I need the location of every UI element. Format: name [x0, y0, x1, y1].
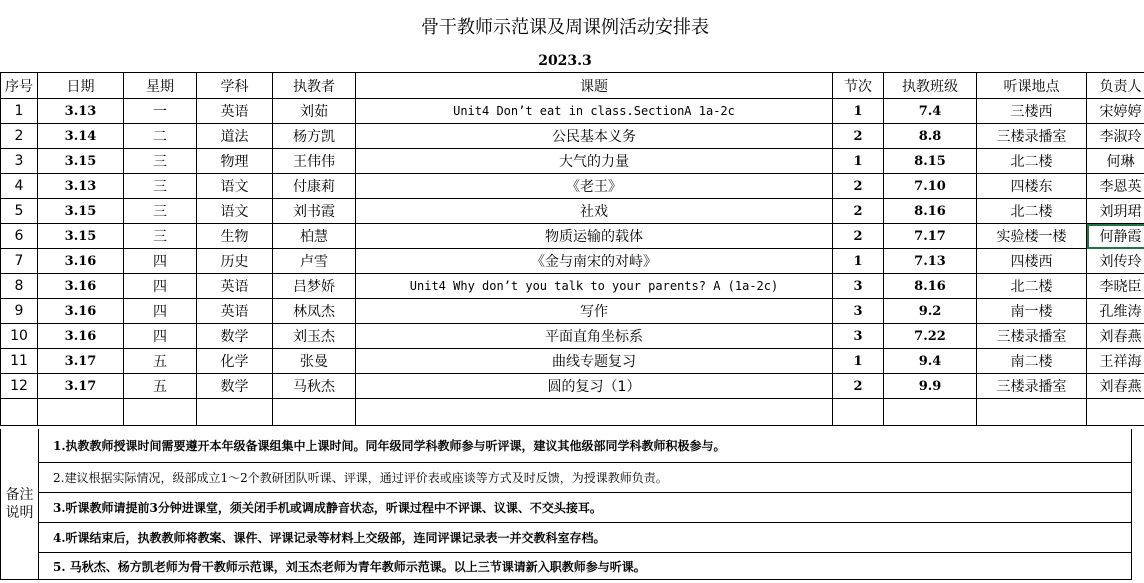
empty-cell[interactable]: [356, 399, 833, 426]
table-row: [1, 274, 1144, 299]
header-subject[interactable]: 学科: [197, 73, 273, 99]
cell-period[interactable]: 2: [833, 124, 884, 149]
header-topic[interactable]: 课题: [356, 73, 833, 99]
table-row: [1, 124, 1144, 149]
cell-person-in-charge[interactable]: 宋婷婷: [1087, 99, 1144, 124]
cell-class[interactable]: 7.13: [884, 249, 977, 274]
cell-person-in-charge[interactable]: 刘传玲: [1087, 249, 1144, 274]
cell-location[interactable]: 三楼录播室: [977, 324, 1087, 349]
sheet-date[interactable]: 2023.3: [538, 53, 592, 69]
cell-period[interactable]: 1: [833, 349, 884, 374]
cell-date[interactable]: 3.16: [38, 324, 124, 349]
cell-date[interactable]: 3.17: [38, 349, 124, 374]
header-row: [1, 73, 1144, 99]
cell-period[interactable]: 2: [833, 199, 884, 224]
cell-person-in-charge[interactable]: 刘玥珺: [1087, 199, 1144, 224]
cell-period[interactable]: 1: [833, 99, 884, 124]
cell-class[interactable]: 9.2: [884, 299, 977, 324]
cell-date[interactable]: 3.15: [38, 224, 124, 249]
notes-section: [0, 429, 1132, 580]
cell-teacher[interactable]: 吕梦娇: [273, 274, 356, 299]
table-row: [1, 324, 1144, 349]
cell-subject[interactable]: 英语: [197, 299, 273, 324]
cell-topic[interactable]: 圆的复习（1）: [356, 374, 833, 399]
cell-topic[interactable]: 公民基本义务: [356, 124, 833, 149]
header-location[interactable]: 听课地点: [977, 73, 1087, 99]
cell-location[interactable]: 南一楼: [977, 299, 1087, 324]
cell-person-in-charge[interactable]: 李晓臣: [1087, 274, 1144, 299]
empty-cell[interactable]: [273, 399, 356, 426]
cell-location[interactable]: 三楼西: [977, 99, 1087, 124]
cell-topic[interactable]: Unit4 Why don’t you talk to your parents? A (1a-2c): [356, 274, 833, 299]
cell-location[interactable]: 四楼东: [977, 174, 1087, 199]
notes-label[interactable]: [1, 429, 39, 579]
cell-weekday[interactable]: 二: [124, 124, 197, 149]
header-weekday[interactable]: 星期: [124, 73, 197, 99]
cell-person-in-charge[interactable]: 李恩英: [1087, 174, 1144, 199]
table-row: [1, 299, 1144, 324]
cell-period[interactable]: 1: [833, 249, 884, 274]
cell-teacher[interactable]: 王伟伟: [273, 149, 356, 174]
cell-weekday[interactable]: 三: [124, 224, 197, 249]
cell-weekday[interactable]: 三: [124, 199, 197, 224]
cell-class[interactable]: 9.4: [884, 349, 977, 374]
cell-class[interactable]: 7.22: [884, 324, 977, 349]
notes-label-line2: 说明: [5, 505, 34, 521]
header-person-in-charge[interactable]: 负责人: [1087, 73, 1144, 99]
table-row: [1, 99, 1144, 124]
table-row: [1, 224, 1144, 249]
cell-person-in-charge[interactable]: 何静霞: [1087, 224, 1144, 249]
cell-date[interactable]: 3.16: [38, 274, 124, 299]
header-teacher[interactable]: 执教者: [273, 73, 356, 99]
cell-index[interactable]: 4: [1, 174, 38, 199]
cell-subject[interactable]: 语文: [197, 199, 273, 224]
cell-weekday[interactable]: 四: [124, 249, 197, 274]
cell-teacher[interactable]: 卢雪: [273, 249, 356, 274]
cell-class[interactable]: 7.4: [884, 99, 977, 124]
cell-subject[interactable]: 数学: [197, 374, 273, 399]
cell-location[interactable]: 北二楼: [977, 199, 1087, 224]
cell-teacher[interactable]: 张曼: [273, 349, 356, 374]
cell-teacher[interactable]: 刘玉杰: [273, 324, 356, 349]
cell-teacher[interactable]: 杨方凯: [273, 124, 356, 149]
cell-date[interactable]: 3.16: [38, 249, 124, 274]
cell-subject[interactable]: 历史: [197, 249, 273, 274]
cell-period[interactable]: 2: [833, 374, 884, 399]
cell-subject[interactable]: 英语: [197, 274, 273, 299]
header-period[interactable]: 节次: [833, 73, 884, 99]
empty-cell[interactable]: [124, 399, 197, 426]
cell-person-in-charge[interactable]: 刘春燕: [1087, 324, 1144, 349]
cell-teacher[interactable]: 刘茹: [273, 99, 356, 124]
cell-teacher[interactable]: 刘书霞: [273, 199, 356, 224]
header-class[interactable]: 执教班级: [884, 73, 977, 99]
cell-topic[interactable]: 《老王》: [356, 174, 833, 199]
table-row: [1, 349, 1144, 374]
note-3[interactable]: 3.听课教师请提前3分钟进课堂，须关闭手机或调成静音状态，听课过程中不评课、议课、不交头接耳。: [39, 493, 1131, 523]
cell-topic[interactable]: 大气的力量: [356, 149, 833, 174]
cell-weekday[interactable]: 四: [124, 299, 197, 324]
cell-period[interactable]: 3: [833, 324, 884, 349]
table-row: [1, 374, 1144, 399]
cell-weekday[interactable]: 四: [124, 324, 197, 349]
table-row: [1, 174, 1144, 199]
cell-period[interactable]: 3: [833, 274, 884, 299]
cell-teacher[interactable]: 付康莉: [273, 174, 356, 199]
cell-person-in-charge[interactable]: 李淑玲: [1087, 124, 1144, 149]
cell-topic[interactable]: 平面直角坐标系: [356, 324, 833, 349]
header-index[interactable]: 序号: [1, 73, 38, 99]
note-4[interactable]: 4.听课结束后，执教教师将教案、课件、评课记录等材料上交级部，连同评课记录表一并交教科室存档。: [39, 523, 1131, 553]
cell-class[interactable]: 8.16: [884, 199, 977, 224]
sheet-title[interactable]: 骨干教师示范课及周课例活动安排表: [421, 17, 709, 38]
empty-cell[interactable]: [977, 399, 1087, 426]
cell-weekday[interactable]: 三: [124, 149, 197, 174]
cell-location[interactable]: 实验楼一楼: [977, 224, 1087, 249]
cell-period[interactable]: 2: [833, 224, 884, 249]
cell-index[interactable]: 12: [1, 374, 38, 399]
cell-index[interactable]: 6: [1, 224, 38, 249]
table-row: [1, 149, 1144, 174]
table-row: [1, 199, 1144, 224]
header-date[interactable]: 日期: [38, 73, 124, 99]
cell-person-in-charge[interactable]: 何琳: [1087, 149, 1144, 174]
cell-subject[interactable]: 生物: [197, 224, 273, 249]
empty-cell[interactable]: [38, 399, 124, 426]
note-5[interactable]: 5. 马秋杰、杨方凯老师为骨干教师示范课，刘玉杰老师为青年教师示范课。以上三节课请新入职教师参与听课。: [53, 559, 646, 574]
cell-index[interactable]: 1: [1, 99, 38, 124]
empty-cell[interactable]: [884, 399, 977, 426]
cell-index[interactable]: 11: [1, 349, 38, 374]
cell-subject[interactable]: 道法: [197, 124, 273, 149]
cell-teacher[interactable]: 柏慧: [273, 224, 356, 249]
cell-date[interactable]: 3.13: [38, 99, 124, 124]
cell-teacher[interactable]: 林凤杰: [273, 299, 356, 324]
cell-subject[interactable]: 英语: [197, 99, 273, 124]
cell-weekday[interactable]: 五: [124, 349, 197, 374]
notes-label-line1: 备注: [5, 487, 34, 503]
cell-class[interactable]: 8.16: [884, 274, 977, 299]
cell-date[interactable]: 3.16: [38, 299, 124, 324]
cell-index[interactable]: 3: [1, 149, 38, 174]
cell-topic[interactable]: 社戏: [356, 199, 833, 224]
empty-cell[interactable]: [1, 399, 38, 426]
cell-person-in-charge[interactable]: 孔维涛: [1087, 299, 1144, 324]
blank-row: [1, 399, 1144, 426]
cell-index[interactable]: 10: [1, 324, 38, 349]
cell-topic[interactable]: Unit4 Don’t eat in class.SectionA 1a-2c: [356, 99, 833, 124]
cell-location[interactable]: 北二楼: [977, 149, 1087, 174]
cell-index[interactable]: 2: [1, 124, 38, 149]
table-row: [1, 249, 1144, 274]
cell-weekday[interactable]: 五: [124, 374, 197, 399]
cell-period[interactable]: 2: [833, 174, 884, 199]
cell-weekday[interactable]: 四: [124, 274, 197, 299]
cell-index[interactable]: 9: [1, 299, 38, 324]
cell-class[interactable]: 9.9: [884, 374, 977, 399]
cell-topic[interactable]: 写作: [356, 299, 833, 324]
cell-topic[interactable]: 曲线专题复习: [356, 349, 833, 374]
cell-topic[interactable]: 《金与南宋的对峙》: [356, 249, 833, 274]
cell-period[interactable]: 3: [833, 299, 884, 324]
cell-index[interactable]: 5: [1, 199, 38, 224]
note-1[interactable]: 1.执教教师授课时间需要遵开本年级备课组集中上课时间。同年级同学科教师参与听评课，建议其他级部同学科教师积极参与。: [39, 429, 1131, 463]
empty-cell[interactable]: [833, 399, 884, 426]
cell-date[interactable]: 3.15: [38, 199, 124, 224]
cell-class[interactable]: 7.10: [884, 174, 977, 199]
cell-date[interactable]: 3.17: [38, 374, 124, 399]
cell-date[interactable]: 3.15: [38, 149, 124, 174]
cell-person-in-charge[interactable]: 刘春燕: [1087, 374, 1144, 399]
cell-index[interactable]: 7: [1, 249, 38, 274]
cell-class[interactable]: 8.8: [884, 124, 977, 149]
cell-location[interactable]: 三楼录播室: [977, 374, 1087, 399]
cell-index[interactable]: 8: [1, 274, 38, 299]
cell-subject[interactable]: 语文: [197, 174, 273, 199]
cell-person-in-charge[interactable]: 王祥海: [1087, 349, 1144, 374]
cell-location[interactable]: 四楼西: [977, 249, 1087, 274]
cell-subject[interactable]: 物理: [197, 149, 273, 174]
cell-date[interactable]: 3.14: [38, 124, 124, 149]
cell-topic[interactable]: 物质运输的载体: [356, 224, 833, 249]
note-2[interactable]: 2.建议根据实际情况，级部成立1～2个教研团队听课、评课，通过评价表或座谈等方式及时反馈，为授课教师负责。: [39, 463, 1131, 493]
cell-location[interactable]: 三楼录播室: [977, 124, 1087, 149]
cell-period[interactable]: 1: [833, 149, 884, 174]
cell-weekday[interactable]: 一: [124, 99, 197, 124]
cell-class[interactable]: 7.17: [884, 224, 977, 249]
cell-location[interactable]: 南二楼: [977, 349, 1087, 374]
cell-class[interactable]: 8.15: [884, 149, 977, 174]
cell-date[interactable]: 3.13: [38, 174, 124, 199]
empty-cell[interactable]: [1087, 399, 1144, 426]
cell-subject[interactable]: 数学: [197, 324, 273, 349]
cell-location[interactable]: 北二楼: [977, 274, 1087, 299]
schedule-table: [0, 72, 1144, 426]
empty-cell[interactable]: [197, 399, 273, 426]
cell-teacher[interactable]: 马秋杰: [273, 374, 356, 399]
cell-weekday[interactable]: 三: [124, 174, 197, 199]
cell-subject[interactable]: 化学: [197, 349, 273, 374]
